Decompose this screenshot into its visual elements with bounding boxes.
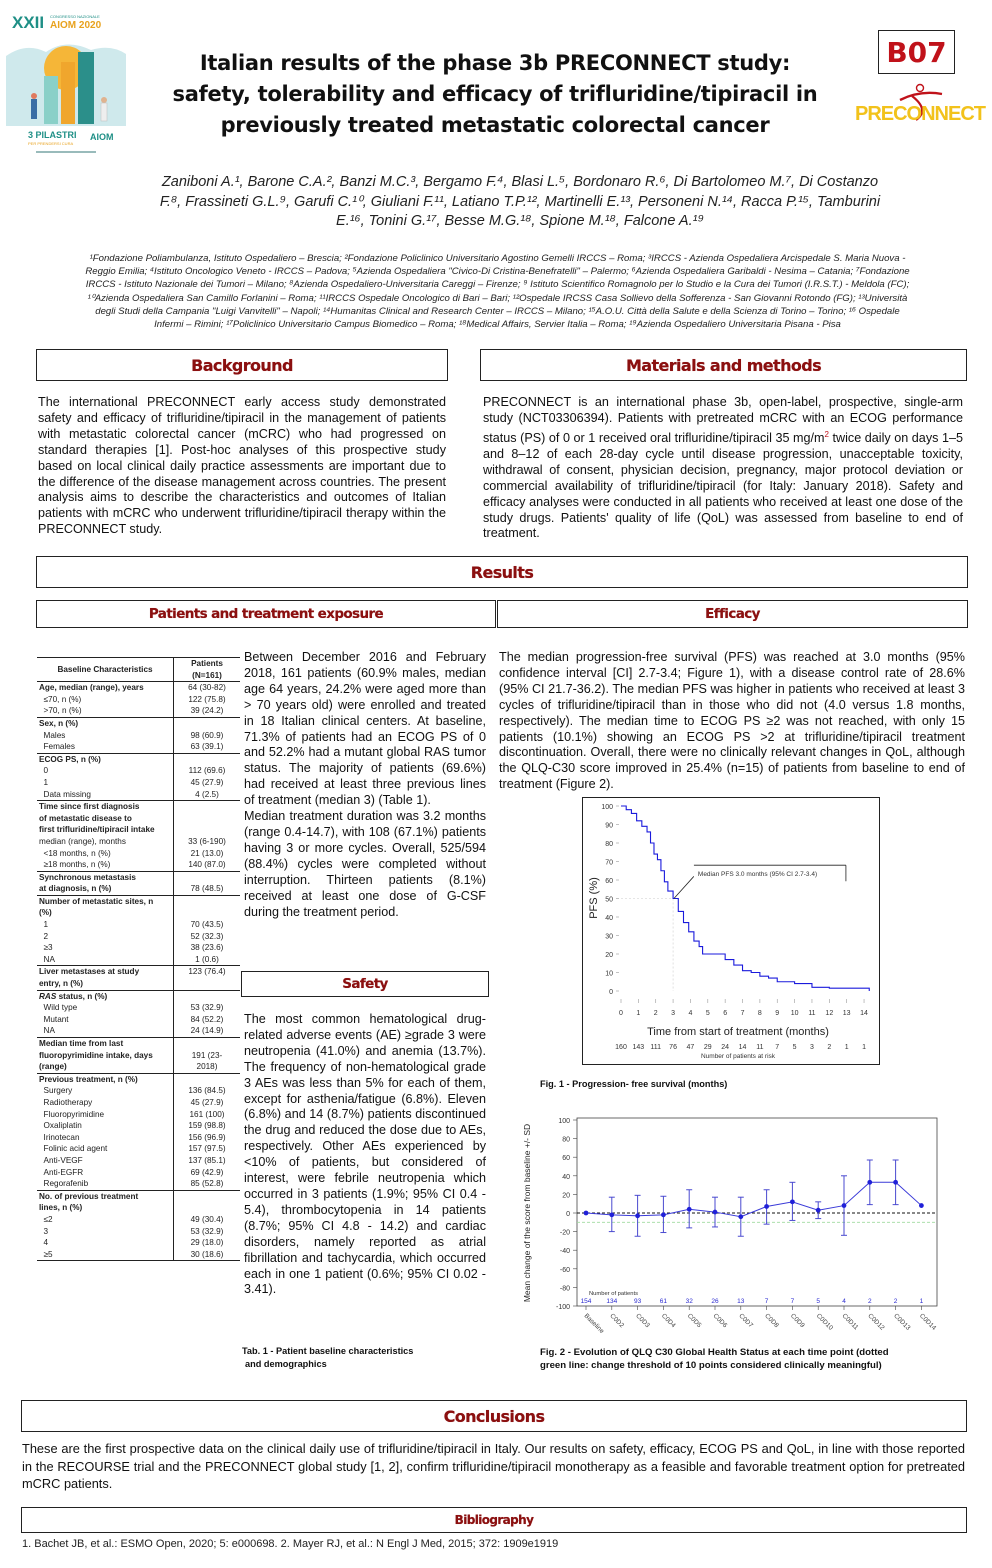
svg-text:26: 26 — [711, 1298, 719, 1305]
table-row: Anti-VEGF 137 (85.1) — [37, 1155, 240, 1167]
author-list — [140, 173, 900, 232]
svg-text:PFS (%): PFS (%) — [588, 877, 600, 919]
svg-text:PRECONNECT: PRECONNECT — [854, 103, 986, 125]
svg-text:5: 5 — [705, 1010, 710, 1017]
fig1-caption: Fig. 1 - Progression- free survival (months) — [540, 1079, 728, 1089]
svg-text:70: 70 — [605, 859, 613, 867]
table-row: Number of metastatic sites, n — [37, 895, 240, 907]
patients-heading-box — [36, 600, 496, 628]
svg-text:3: 3 — [810, 1044, 814, 1051]
svg-text:2: 2 — [827, 1044, 832, 1051]
table-row: (%) — [37, 907, 240, 919]
affiliations — [30, 252, 965, 331]
aiom-congress-logo — [6, 6, 126, 158]
affiliation-line: ¹Fondazione Poliambulanza, Istituto Ospedaliero – Brescia; ²Fondazione Policlinico Universitario Agostino Gemelli IRCCS – Roma; ³IRCCS - Azienda Ospedaliera Arcispedale S. Maria Nuova - — [89, 253, 906, 264]
table-row: Irinotecan 156 (96.9) — [37, 1132, 240, 1144]
svg-text:154: 154 — [580, 1298, 592, 1305]
poster-title — [150, 48, 840, 141]
svg-text:7: 7 — [775, 1044, 780, 1051]
svg-text:13: 13 — [842, 1010, 851, 1017]
table-row: 2 52 (32.3) — [37, 931, 240, 943]
svg-text:14: 14 — [738, 1044, 747, 1051]
background-text: The international PRECONNECT early access study demonstrated safety and efficacy of trifluridine/tipiracil in the management of patients with metastatic colorectal cancer (mCRC) who had progressed on standard therapies [1]. Post-hoc analyses of this prospective study based on local clinical daily practice assessments are important due to the difference of the disease management across countries. The present analysis aims to describe the characteristics and outcomes of Italian patients with mCRC who underwent trifluridine/tipiracil therapy within the PRECONNECT study. — [38, 395, 446, 537]
svg-text:11: 11 — [808, 1010, 816, 1017]
table-row: <18 months, n (%) 21 (13.0) — [37, 848, 240, 860]
svg-text:CONGRESSO NAZIONALE: CONGRESSO NAZIONALE — [50, 14, 100, 19]
table-row: median (range), months 33 (6-190) — [37, 836, 240, 848]
svg-text:11: 11 — [756, 1044, 764, 1051]
table-row: Data missing 4 (2.5) — [37, 789, 240, 801]
author-line: F.⁸, Frassineti G.L.⁹, Garufi C.¹⁰, Giuliani F.¹¹, Latiano T.P.¹², Martinelli E.¹³, Personeni N.¹⁴, Racca P.¹⁵, Tamburini — [159, 193, 881, 210]
svg-text:100: 100 — [558, 1118, 570, 1125]
svg-text:0: 0 — [609, 989, 613, 996]
svg-text:C0D12: C0D12 — [866, 1312, 886, 1332]
svg-text:-100: -100 — [555, 1304, 570, 1311]
table-row: RAS status, n (%) — [37, 990, 240, 1002]
svg-text:Median PFS 3.0 months (95% CI: Median PFS 3.0 months (95% CI 2.7-3.4) — [697, 871, 818, 879]
baseline-characteristics-table — [37, 657, 240, 1261]
conclusions-text: These are the first prospective data on the clinical daily use of trifluridine/tipiracil in Italy. Our results on safety, efficacy, ECOG PS and QoL, in line with those reported in the RECOURSE trial and the PRECONNECT global study [1, 2], confirm trifluridine/tipiracil monotherapy as a feasible and favorable treatment option for pretreated mCRC patients. — [22, 1441, 965, 1492]
svg-text:C0D2: C0D2 — [608, 1312, 626, 1330]
svg-text:0: 0 — [619, 1010, 623, 1017]
fig2-caption: Fig. 2 - Evolution of QLQ C30 Global Health Status at each time point (dotted green line: change threshold of 10 points considered clinically meaningful) — [540, 1347, 889, 1371]
svg-text:Number of patients: Number of patients — [589, 1291, 638, 1297]
svg-text:6: 6 — [723, 1010, 728, 1017]
svg-text:60: 60 — [562, 1155, 570, 1163]
svg-text:4: 4 — [842, 1298, 846, 1305]
svg-text:40: 40 — [605, 915, 613, 922]
table-row: Males 98 (60.9) — [37, 730, 240, 742]
conclusions-heading: Conclusions — [443, 1406, 545, 1426]
svg-text:160: 160 — [615, 1044, 627, 1051]
svg-text:100: 100 — [601, 804, 613, 811]
safety-text: The most common hematological drug-related adverse events (AE) ≥grade 3 were neutropenia (41.0%) and anemia (13.7%). The frequency of non-hematological grade 3 AEs was less than 5% for each of them, except for asthenia/fatigue (6.8%). Eleven (6.8%) and 14 (8.7%) patients discontinued the drug and reduced the dose due to AEs, respectively. Other AEs experienced by <10% of patients, but considered of interest, were febrile neutropenia which occurred in 3 patients (1.9%; 95% CI 0.4 - 5.4), thrombocytopenia in 14 patients (8.7%; 95% CI 4.8 - 14.2) and cardiac disorders, namely reported as atrial fibrillation and tachycardia, which occurred each in one 1 patient (0.6%; 95% CI 0.02 - 3.41). — [244, 1012, 486, 1297]
bibliography-text: 1. Bachet JB, et al.: ESMO Open, 2020; 5: e000698. 2. Mayer RJ, et al.: N Engl J Med, 2015; 372: 1909e1919 — [22, 1538, 559, 1550]
svg-text:5: 5 — [816, 1298, 821, 1305]
results-heading: Results — [470, 562, 534, 582]
svg-text:93: 93 — [633, 1298, 642, 1305]
table-row: ≤70, n (%) 122 (75.8) — [37, 694, 240, 706]
svg-text:2: 2 — [867, 1298, 872, 1305]
svg-text:-80: -80 — [559, 1285, 570, 1293]
svg-text:Number of patients at risk: Number of patients at risk — [700, 1053, 776, 1060]
table-row: ≥3 38 (23.6) — [37, 942, 240, 954]
affiliation-line: ¹⁰Azienda Ospedaliera San Camillo Forlanini – Roma; ¹¹IRCCS Ospedale Oncologico di Bari – Bari; ¹²Ospedale IRCSS Casa Sollievo della Sofferenza - San Giovanni Rotondo (FG); ¹³Università — [87, 292, 908, 304]
table-row: NA 24 (14.9) — [37, 1025, 240, 1037]
bibliography-heading-box — [21, 1507, 967, 1533]
table-row: Folinic acid agent 157 (97.5) — [37, 1143, 240, 1155]
table-row: of metastatic disease to — [37, 813, 240, 825]
svg-text:-20: -20 — [559, 1229, 570, 1237]
svg-text:7: 7 — [740, 1010, 745, 1017]
efficacy-text: The median progression-free survival (PFS) was reached at 3.0 months (95% confidence interval [CI] 2.7-3.4; Figure 1), with a disease control rate of 28.6% (95% CI 21.7-36.2). The median PFS was higher in patients who received at least 3 cycles of trifluridine/tipiracil than in those who did not (4.0 versus 1.8 months, respectively). The median time to ECOG PS ≥2 was not reached, with only 15 patients (10.1%) showing an ECOG PS >2 at trifluridine/tipiracil treatment discontinuation. Overall, there were no clinically relevant changes in QoL, although the QLQ-C30 score improved in 25.4% (n=15) of patients from baseline to end of treatment (Figure 2). — [499, 650, 965, 792]
patients-heading: Patients and treatment exposure — [148, 606, 384, 622]
table-row: NA 1 (0.6) — [37, 954, 240, 966]
affiliation-line: Reggio Emilia; ⁴Istituto Oncologico Veneto - IRCCS – Padova; ⁵Azienda Ospedaliera "Civico-Di Cristina-Benefratelli" – Palermo; ⁶Azienda Ospedaliera Garibaldi - Nesima – Catania; ⁷Fondazione — [85, 266, 910, 278]
table-row: Regorafenib 85 (52.8) — [37, 1178, 240, 1190]
svg-text:C0D14: C0D14 — [917, 1312, 938, 1332]
svg-text:3: 3 — [671, 1010, 676, 1017]
title-line: safety, tolerability and efficacy of trifluridine/tipiracil in — [172, 82, 818, 106]
table-row: >70, n (%) 39 (24.2) — [37, 705, 240, 717]
svg-text:0: 0 — [566, 1211, 570, 1218]
table-row: fluoropyrimidine intake, days 191 (23- — [37, 1050, 240, 1062]
svg-text:10: 10 — [790, 1010, 799, 1017]
affiliation-line: IRCCS - Istituto Nazionale dei Tumori – Milano; ⁸Azienda Ospedaliero-Universitaria Careggi – Firenze; ⁹ Istituto Scientifico Romagnolo per lo Studio e la Cura dei Tumori (I.R.S.T.) - Meldola (FC); — [85, 279, 910, 291]
methods-text: PRECONNECT is an international phase 3b, open-label, prospective, single-arm study (NCT03306394). Patients with pretreated mCRC with an ECOG performance status (PS) of 0 or 1 received oral trifluridine/tipiracil 35 $mg/m^2$ twice daily on days 1–5 and 8–12 of each 28-day cycle until disease progression, unacceptable toxicity, withdrawal of consent, physician decision, pregnancy, major protocol deviation or commercial availability of trifluridine/tipiracil (for Italy: January 2018). Safety and efficacy analyses were conducted in all patients who received at least one dose of the study drugs. Patients' quality of life (QoL) was assessed from baseline to end of treatment. — [483, 395, 963, 541]
svg-text:PER PRENDERSI CURA: PER PRENDERSI CURA — [28, 141, 74, 146]
title-line: previously treated metastatic colorectal cancer — [220, 113, 770, 137]
svg-text:61: 61 — [659, 1298, 668, 1305]
svg-text:C0D3: C0D3 — [634, 1312, 651, 1330]
logo-xxii: XXII — [12, 13, 45, 32]
svg-text:80: 80 — [605, 841, 613, 848]
bibliography-heading: Bibliography — [454, 1513, 534, 1527]
table-row: Sex, n (%) — [37, 717, 240, 729]
table-row: Surgery 136 (84.5) — [37, 1085, 240, 1097]
affiliation-line: Infermi – Rimini; ¹⁷Policlinico Universitario Campus Biomedico – Roma; ¹⁸Medical Affairs, Servier Italia – Roma; ¹⁹Azienda Ospedaliero Universitaria Pisana - Pisa — [154, 319, 841, 331]
table-row: ≥5 30 (18.6) — [37, 1249, 240, 1261]
background-heading: Background — [191, 355, 293, 375]
table-row: at diagnosis, n (%) 78 (48.5) — [37, 883, 240, 895]
qlq-c30-chart — [520, 1108, 940, 1348]
svg-text:1: 1 — [844, 1044, 849, 1051]
svg-text:C0D6: C0D6 — [711, 1312, 729, 1330]
table-row: Oxaliplatin 159 (98.8) — [37, 1120, 240, 1132]
preconnect-logo — [850, 82, 990, 128]
table-row: 4 29 (18.0) — [37, 1237, 240, 1249]
methods-heading: Materials and methods — [625, 355, 822, 375]
svg-text:C0D5: C0D5 — [685, 1312, 703, 1330]
svg-text:2: 2 — [653, 1010, 658, 1017]
svg-text:C0D4: C0D4 — [659, 1312, 677, 1330]
table-row: No. of previous treatment — [37, 1190, 240, 1202]
svg-text:Time from start of treatment: Time from start of treatment (months) — [647, 1026, 829, 1038]
svg-text:1: 1 — [919, 1298, 924, 1305]
svg-text:20: 20 — [605, 952, 613, 959]
svg-text:47: 47 — [686, 1044, 695, 1051]
svg-text:24: 24 — [721, 1044, 730, 1051]
svg-text:3 PILASTRI: 3 PILASTRI — [28, 130, 77, 140]
svg-text:14: 14 — [860, 1010, 868, 1017]
table-row: Fluoropyrimidine 161 (100) — [37, 1109, 240, 1121]
svg-text:20: 20 — [562, 1192, 570, 1200]
svg-text:30: 30 — [605, 933, 613, 941]
table-row: Liver metastases at study 123 (76.4) — [37, 966, 240, 978]
title-line: Italian results of the phase 3b PRECONNECT study: — [199, 51, 791, 75]
svg-text:C0D11: C0D11 — [840, 1312, 860, 1332]
table1-caption: Tab. 1 - Patient baseline characteristics and demographics — [242, 1346, 414, 1369]
svg-text:80: 80 — [562, 1136, 570, 1144]
table-row: Mutant 84 (52.2) — [37, 1014, 240, 1026]
svg-text:12: 12 — [825, 1010, 834, 1017]
efficacy-heading-box — [497, 600, 968, 628]
table-row: (range) 2018) — [37, 1061, 240, 1073]
table-row: ECOG PS, n (%) — [37, 753, 240, 765]
svg-text:Mean change of the score from: Mean change of the score from baseline +/- SD — [522, 1123, 532, 1303]
svg-text:50: 50 — [605, 896, 613, 904]
svg-text:13: 13 — [737, 1298, 745, 1305]
svg-text:90: 90 — [605, 822, 613, 830]
table-row: 0 112 (69.6) — [37, 765, 240, 777]
svg-text:7: 7 — [790, 1298, 795, 1305]
safety-heading: Safety — [342, 976, 388, 992]
svg-text:C0D8: C0D8 — [763, 1312, 780, 1330]
svg-text:-60: -60 — [559, 1266, 570, 1274]
svg-text:8: 8 — [757, 1010, 762, 1017]
svg-text:4: 4 — [688, 1010, 693, 1017]
table-row: ≥18 months, n (%) 140 (87.0) — [37, 859, 240, 871]
svg-text:C0D9: C0D9 — [788, 1312, 806, 1330]
svg-text:10: 10 — [605, 970, 613, 978]
svg-text:2: 2 — [893, 1298, 898, 1305]
svg-text:40: 40 — [562, 1173, 570, 1181]
background-heading-box — [36, 349, 448, 381]
table-row: Synchronous metastasis — [37, 871, 240, 883]
svg-text:134: 134 — [606, 1298, 618, 1305]
svg-text:143: 143 — [632, 1044, 645, 1051]
methods-heading-box — [480, 349, 967, 381]
table-row: Previous treatment, n (%) — [37, 1073, 240, 1085]
svg-text:-40: -40 — [559, 1248, 570, 1256]
table-row: ≤2 49 (30.4) — [37, 1214, 240, 1226]
table-row: 1 45 (27.9) — [37, 777, 240, 789]
table-row: Radiotherapy 45 (27.9) — [37, 1097, 240, 1109]
table-row: Females 63 (39.1) — [37, 741, 240, 753]
svg-text:1: 1 — [636, 1010, 641, 1017]
results-heading-box — [36, 556, 968, 588]
svg-text:AIOM 2020: AIOM 2020 — [50, 20, 102, 31]
svg-text:29: 29 — [703, 1044, 712, 1051]
author-line: E.¹⁶, Tonini G.¹⁷, Besse M.G.¹⁸, Spione M.¹⁸, Falcone A.¹⁹ — [336, 213, 704, 229]
pfs-chart — [582, 797, 880, 1065]
table-header-characteristics: Baseline Characteristics — [37, 658, 174, 682]
table-row: entry, n (%) — [37, 978, 240, 990]
conclusions-heading-box — [21, 1400, 967, 1432]
table-row: Wild type 53 (32.9) — [37, 1002, 240, 1014]
safety-heading-box — [241, 971, 489, 997]
svg-text:5: 5 — [792, 1044, 797, 1051]
table-row: first trifluridine/tipiracil intake — [37, 824, 240, 836]
svg-text:32: 32 — [685, 1298, 693, 1305]
svg-text:7: 7 — [764, 1298, 769, 1305]
svg-text:C0D7: C0D7 — [737, 1312, 755, 1330]
table-row: Age, median (range), years 64 (30-82) — [37, 682, 240, 694]
author-line: Zaniboni A.¹, Barone C.A.², Banzi M.C.³, Bergamo F.⁴, Blasi L.⁵, Bordonaro R.⁶, Di Bartolomeo M.⁷, Di Costanzo — [161, 174, 879, 190]
patients-text: Between December 2016 and February 2018, 161 patients (60.9% males, median age 64 years, 24.2% were aged more than > 70 years old) were enrolled and treated in 18 Italian clinical centers. At baseline, 71.3% of patients had an ECOG PS of 0 and 52.2% had a mutant global RAS tumor status. The majority of patients (69.6%) had received at least three previous lines of treatment (median 3) (Table 1). Median treatment duration was 3.2 months (range 0.4-14.7), with 108 (67.1%) patients having 3 or more cycles. Overall, 525/594 (88.4%) cycles were completed without interruption. Thirteen patients (8.1%) received at least one dose of G-CSF during the treatment period. — [244, 650, 486, 919]
efficacy-heading: Efficacy — [705, 606, 760, 622]
svg-text:1: 1 — [862, 1044, 866, 1051]
svg-text:9: 9 — [775, 1010, 780, 1017]
svg-text:AIOM: AIOM — [90, 132, 114, 142]
table-row: Anti-EGFR 69 (42.9) — [37, 1167, 240, 1179]
table-row: 3 53 (32.9) — [37, 1226, 240, 1238]
svg-text:76: 76 — [669, 1044, 677, 1051]
svg-text:60: 60 — [605, 878, 613, 885]
table-row: Median time from last — [37, 1038, 240, 1050]
table-row: lines, n (%) — [37, 1202, 240, 1214]
svg-text:C0D10: C0D10 — [814, 1312, 835, 1332]
svg-text:111: 111 — [650, 1044, 662, 1051]
svg-text:Baseline: Baseline — [582, 1312, 606, 1336]
table-row: 1 70 (43.5) — [37, 919, 240, 931]
table-header-patients: Patients (N=161) — [174, 658, 241, 682]
table-row: Time since first diagnosis — [37, 801, 240, 813]
poster-code-badge: B07 — [878, 30, 955, 74]
svg-text:C0D13: C0D13 — [892, 1312, 912, 1332]
affiliation-line: degli Studi della Campania "Luigi Vanvitelli" – Napoli; ¹⁴Humanitas Clinical and Research Center – IRCCS – Milano; ¹⁵A.O.U. Città della Salute e della Scienza di Torino – Torino; ¹⁶ Ospedale — [95, 305, 900, 317]
